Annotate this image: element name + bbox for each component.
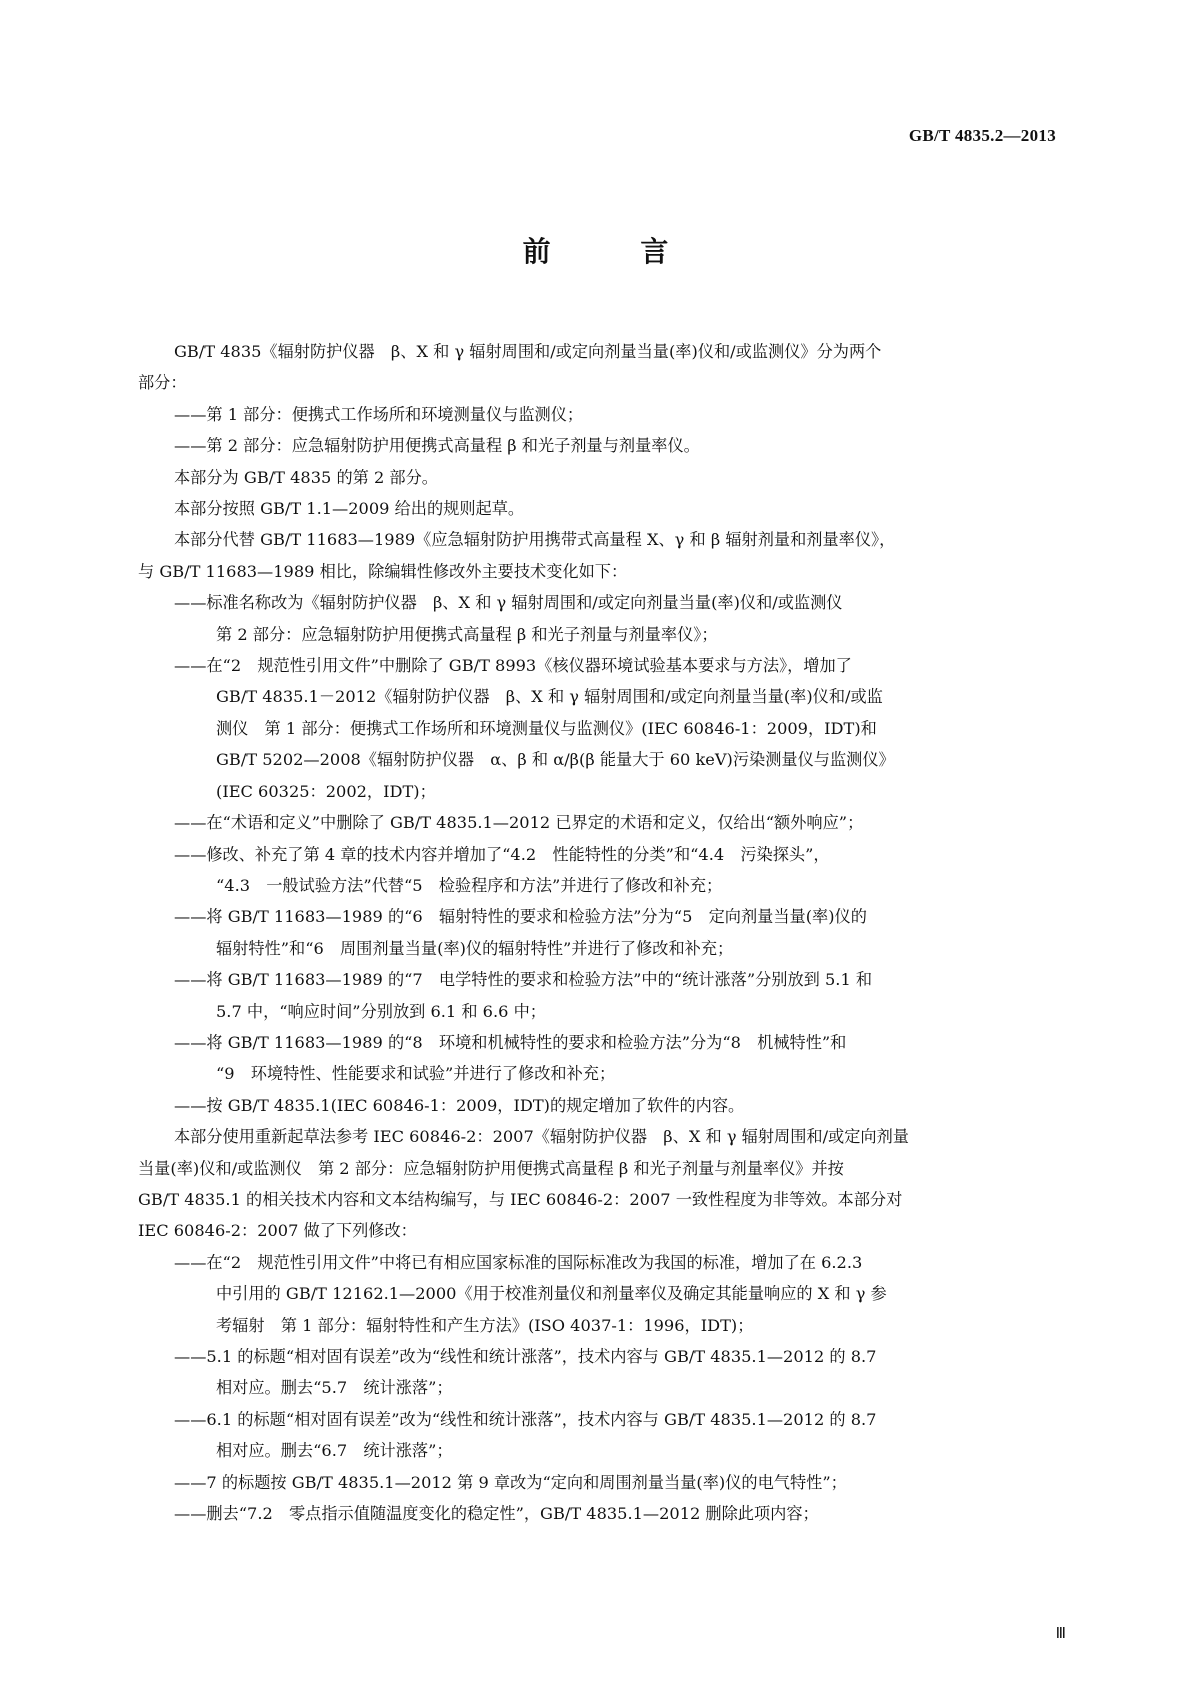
text-line: “9 环境特性、性能要求和试验”并进行了修改和补充；: [216, 1064, 616, 1084]
text-line: 本部分为 GB/T 4835 的第 2 部分。: [174, 467, 438, 487]
text-line: ——5.1 的标题“相对固有误差”改为“线性和统计涨落”，技术内容与 GB/T 4835.1—2012 的 8.7: [174, 1347, 877, 1366]
text-line: GB/T 4835《辐射防护仪器 β、X 和 γ 辐射周围和/或定向剂量当量(率)仪和/或监测仪》分为两个: [174, 342, 882, 361]
text-line: (IEC 60325：2002，IDT)；: [216, 781, 436, 801]
page-title: 前 言: [522, 235, 709, 268]
text-line: 中引用的 GB/T 12162.1—2000《用于校准剂量仪和剂量率仪及确定其能量响应的 X 和 γ 参: [216, 1284, 887, 1304]
text-line: 测仪 第 1 部分：便携式工作场所和环境测量仪与监测仪》(IEC 60846-1：2009，IDT)和: [216, 718, 877, 738]
text-line: ——将 GB/T 11683—1989 的“7 电学特性的要求和检验方法”中的“统计涨落”分别放到 5.1 和: [174, 970, 873, 990]
text-line: GB/T 4835.1 的相关技术内容和文本结构编写，与 IEC 60846-2：2007 一致性程度为非等效。本部分对: [138, 1189, 903, 1209]
text-line: ——在“2 规范性引用文件”中删除了 GB/T 8993《核仪器环境试验基本要求与方法》，增加了: [174, 656, 852, 676]
text-line: 相对应。删去“5.7 统计涨落”；: [216, 1378, 453, 1398]
text-line: 第 2 部分：应急辐射防护用便携式高量程 β 和光子剂量与剂量率仪》；: [216, 624, 718, 644]
text-line: ——修改、补充了第 4 章的技术内容并增加了“4.2 性能特性的分类”和“4.4 污染探头”，: [174, 844, 830, 864]
text-line: IEC 60846-2：2007 做了下列修改：: [138, 1221, 417, 1241]
text-line: 本部分按照 GB/T 1.1—2009 给出的规则起草。: [174, 499, 525, 519]
text-line: GB/T 4835.1－2012《辐射防护仪器 β、X 和 γ 辐射周围和/或定向剂量当量(率)仪和/或监: [216, 687, 883, 707]
text-line: ——将 GB/T 11683—1989 的“8 环境和机械特性的要求和检验方法”分为“8 机械特性”和: [174, 1032, 847, 1052]
text-line: GB/T 5202—2008《辐射防护仪器 α、β 和 α/β(β 能量大于 60 keV)污染测量仪与监测仪》: [216, 750, 895, 770]
text-line: ——在“2 规范性引用文件”中将已有相应国家标准的国际标准改为我国的标准，增加了在 6.2.3: [174, 1252, 863, 1272]
text-line: 本部分代替 GB/T 11683—1989《应急辐射防护用携带式高量程 X、γ 和 β 辐射剂量和剂量率仪》，: [174, 530, 896, 550]
text-line: 5.7 中，“响应时间”分别放到 6.1 和 6.6 中；: [216, 1001, 546, 1021]
text-line: ——标准名称改为《辐射防护仪器 β、X 和 γ 辐射周围和/或定向剂量当量(率)仪和/或监测仪: [174, 593, 843, 613]
text-line: 考辐射 第 1 部分：辐射特性和产生方法》(ISO 4037-1：1996，IDT)；: [216, 1315, 754, 1335]
text-line: ——6.1 的标题“相对固有误差”改为“线性和统计涨落”，技术内容与 GB/T 4835.1—2012 的 8.7: [174, 1409, 877, 1429]
text-line: 辐射特性”和“6 周围剂量当量(率)仪的辐射特性”并进行了修改和补充；: [216, 938, 734, 958]
text-line: ——将 GB/T 11683—1989 的“6 辐射特性的要求和检验方法”分为“5 定向剂量当量(率)仪的: [174, 907, 867, 927]
page-number: Ⅲ: [1055, 1626, 1066, 1642]
text-line: 当量(率)仪和/或监测仪 第 2 部分：应急辐射防护用便携式高量程 β 和光子剂量与剂量率仪》并按: [138, 1158, 844, 1178]
text-line: ——在“术语和定义”中删除了 GB/T 4835.1—2012 已界定的术语和定义，仅给出“额外响应”；: [174, 813, 864, 833]
text-line: 相对应。删去“6.7 统计涨落”；: [216, 1441, 453, 1461]
standard-code: GB/T 4835.2—2013: [908, 126, 1056, 145]
text-line: “4.3 一般试验方法”代替“5 检验程序和方法”并进行了修改和补充；: [216, 875, 723, 895]
text-line: 本部分使用重新起草法参考 IEC 60846-2：2007《辐射防护仪器 β、X 和 γ 辐射周围和/或定向剂量: [174, 1127, 909, 1147]
text-line: 部分：: [138, 373, 187, 393]
text-line: ——删去“7.2 零点指示值随温度变化的稳定性”，GB/T 4835.1—2012 删除此项内容；: [174, 1504, 819, 1524]
foreword-body: [138, 336, 1058, 1529]
text-line: ——7 的标题按 GB/T 4835.1—2012 第 9 章改为“定向和周围剂量当量(率)仪的电气特性”；: [174, 1472, 847, 1492]
text-line: ——按 GB/T 4835.1(IEC 60846-1：2009，IDT)的规定增加了软件的内容。: [174, 1095, 745, 1115]
text-line: ——第 1 部分：便携式工作场所和环境测量仪与监测仪；: [174, 404, 584, 424]
text-line: 与 GB/T 11683—1989 相比，除编辑性修改外主要技术变化如下：: [138, 561, 628, 581]
text-line: ——第 2 部分：应急辐射防护用便携式高量程 β 和光子剂量与剂量率仪。: [174, 436, 700, 456]
